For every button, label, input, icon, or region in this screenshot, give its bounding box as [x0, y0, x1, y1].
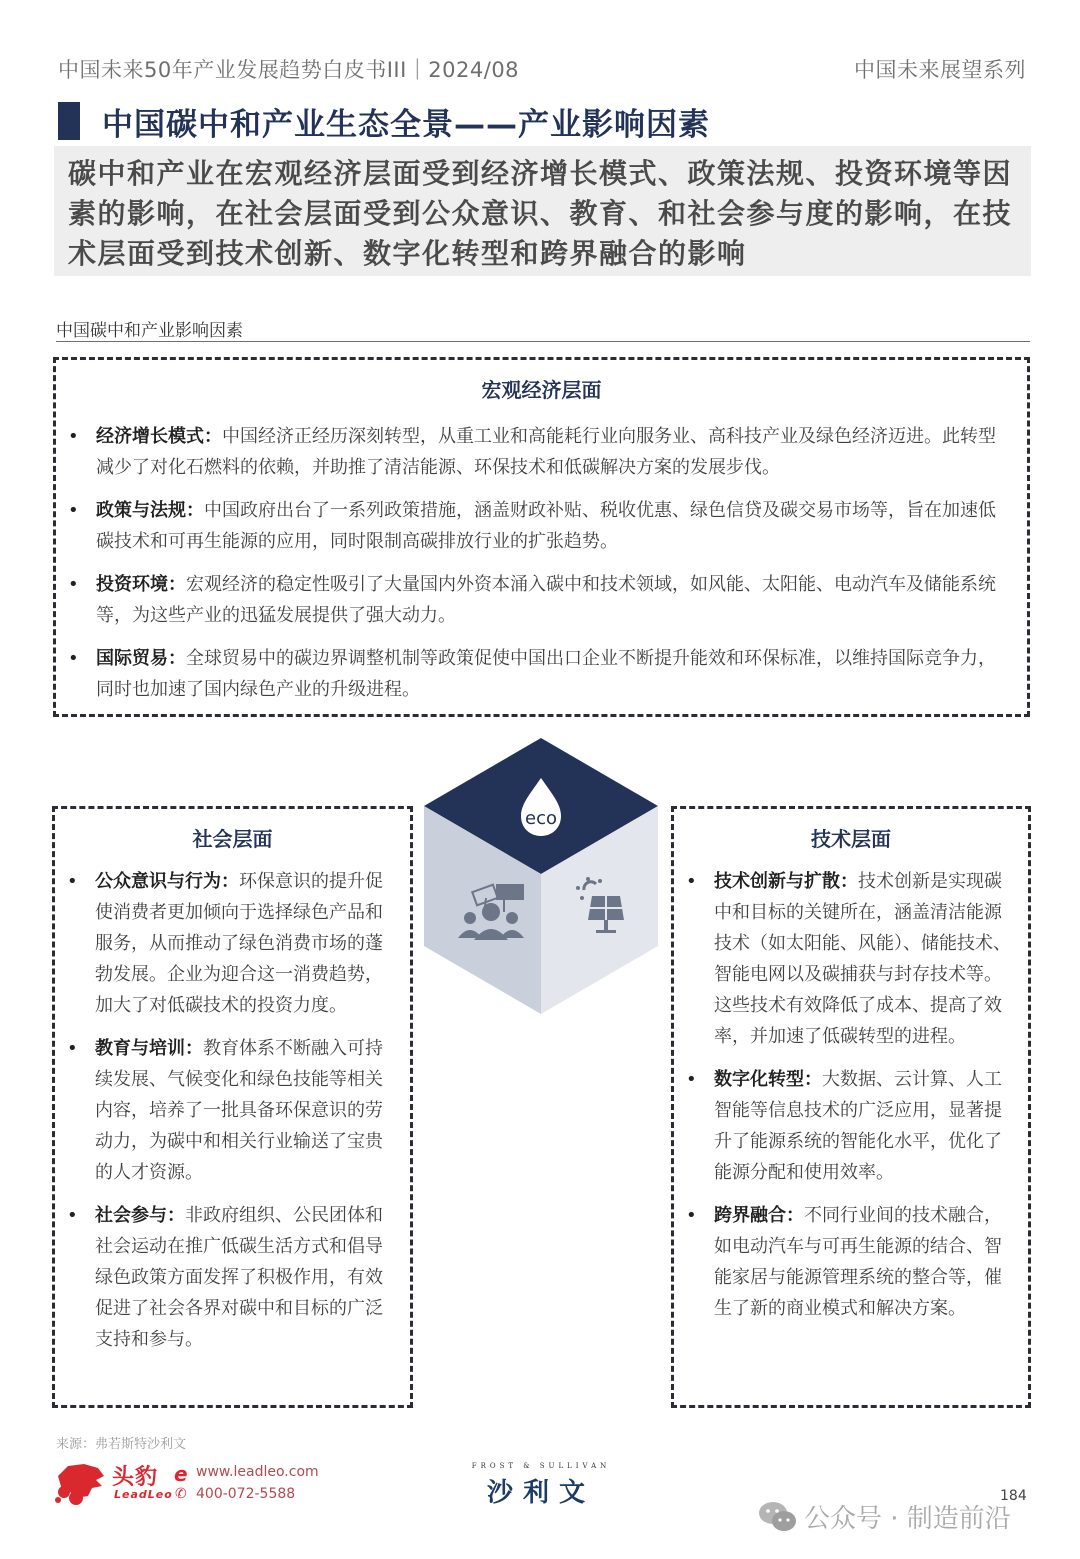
macro-economy-box [53, 357, 1030, 717]
bullet-icon: • [686, 1069, 697, 1090]
summary-box [54, 146, 1031, 276]
list-item [68, 569, 997, 631]
frost-cn-text: 沙利文 [486, 1478, 595, 1508]
summary-text: 碳中和产业在宏观经济层面受到经济增长模式、政策法规、投资环境等因素的影响，在社会层面受到公众意识、教育、和社会参与度的影响，在技术层面受到技术创新、数字化转型和跨界融合的影响 [68, 157, 1013, 270]
figure-caption-text: 中国碳中和产业影响因素 [56, 321, 243, 341]
list-item [68, 495, 997, 557]
frost-sullivan-logo [466, 1462, 616, 1508]
phone-icon: ✆ [175, 1486, 187, 1502]
leadleo-brand-en: LeadLeo [114, 1488, 173, 1501]
item-text: 环保意识的提升促使消费者更加倾向于选择绿色产品和服务，从而推动了绿色消费市场的蓬勃发展。企业为迎合这一消费趋势，加大了对低碳技术的投资力度。 [95, 871, 383, 1016]
bullet-icon: • [67, 1205, 78, 1226]
item-text: 宏观经济的稳定性吸引了大量国内外资本涌入碳中和技术领域，如风能、太阳能、电动汽车及储能系统等，为这些产业的迅猛发展提供了强大动力。 [96, 574, 996, 626]
svg-text:eco: eco [525, 808, 557, 829]
item-text: 大数据、云计算、人工智能等信息技术的广泛应用，显著提升了能源系统的智能化水平，优化了能源分配和使用效率。 [714, 1069, 1002, 1183]
technology-box [671, 806, 1031, 1408]
phone-number: 400-072-5588 [196, 1486, 296, 1502]
tech-heading: 技术层面 [811, 827, 891, 851]
figure-caption [56, 316, 1030, 342]
list-item [67, 866, 396, 1021]
list-item [68, 421, 997, 483]
page-number: 184 [1000, 1488, 1027, 1504]
item-key: 投资环境： [96, 574, 186, 595]
item-text: 教育体系不断融入可持续发展、气候变化和绿色技能等相关内容，培养了一批具备环保意识的劳动力，为碳中和相关行业输送了宝贵的人才资源。 [95, 1038, 383, 1183]
report-title: 中国未来50年产业发展趋势白皮书III｜2024/08 [58, 58, 520, 82]
macro-list [56, 421, 1027, 705]
bullet-icon: • [68, 574, 79, 595]
item-text: 中国政府出台了一系列政策措施，涵盖财政补贴、税收优惠、绿色信贷及碳交易市场等，旨在加速低碳技术和可再生能源的应用，同时限制高碳排放行业的扩张趋势。 [96, 500, 996, 552]
bullet-icon: • [68, 648, 79, 669]
tech-list [674, 866, 1028, 1324]
bullet-icon: • [686, 1205, 697, 1226]
list-item [686, 1200, 1014, 1324]
leadleo-brand-cn: 头豹 [112, 1465, 159, 1490]
leopard-logo-icon [54, 1462, 106, 1506]
item-text: 非政府组织、公民团体和社会运动在推广低碳生活方式和倡导绿色政策方面发挥了积极作用，有效促进了社会各界对碳中和目标的广泛支持和参与。 [95, 1205, 383, 1350]
item-key: 经济增长模式： [96, 426, 222, 447]
page-title-row [58, 100, 1026, 142]
series-name: 中国未来展望系列 [854, 58, 1026, 82]
item-text: 技术创新是实现碳中和目标的关键所在，涵盖清洁能源技术（如太阳能、风能）、储能技术、智能电网以及碳捕获与封存技术等。这些技术有效降低了成本、提高了效率，并加速了低碳转型的进程。 [714, 871, 1011, 1047]
item-key: 数字化转型： [714, 1069, 822, 1090]
page-title: 中国碳中和产业生态全景——产业影响因素 [102, 106, 710, 143]
item-key: 公众意识与行为： [95, 871, 239, 892]
bullet-icon: • [68, 426, 79, 447]
eco-cube-graphic [424, 738, 658, 1014]
leadleo-logo [54, 1460, 354, 1510]
title-accent-bar [58, 102, 80, 140]
bullet-icon: • [68, 500, 79, 521]
item-key: 政策与法规： [96, 500, 204, 521]
item-text: 全球贸易中的碳边界调整机制等政策促使中国出口企业不断提升能效和环保标准，以维持国际竞争力，同时也加速了国内绿色产业的升级进程。 [96, 648, 996, 700]
wechat-watermark [758, 1498, 1011, 1535]
report-header [58, 52, 1026, 86]
web-e-icon: e [174, 1462, 188, 1486]
list-item [67, 1200, 396, 1355]
frost-en-text: FROST & SULLIVAN [471, 1462, 611, 1470]
list-item [68, 643, 997, 705]
social-box [52, 806, 413, 1408]
item-key: 国际贸易： [96, 648, 186, 669]
bullet-icon: • [686, 871, 697, 892]
website-link[interactable]: www.leadleo.com [196, 1464, 319, 1480]
item-text: 不同行业间的技术融合，如电动汽车与可再生能源的结合、智能家居与能源管理系统的整合等，催生了新的商业模式和解决方案。 [714, 1205, 1002, 1319]
watermark-text: 公众号 · 制造前沿 [804, 1504, 1011, 1534]
list-item [686, 1064, 1014, 1188]
list-item [686, 866, 1014, 1052]
macro-heading: 宏观经济层面 [481, 378, 602, 402]
bullet-icon: • [67, 871, 78, 892]
source-note: 来源：弗若斯特沙利文 [56, 1437, 187, 1452]
social-heading: 社会层面 [192, 827, 273, 851]
item-key: 跨界融合： [714, 1205, 804, 1226]
item-key: 教育与培训： [95, 1038, 203, 1059]
bullet-icon: • [67, 1038, 78, 1059]
item-key: 技术创新与扩散： [714, 871, 858, 892]
list-item [67, 1033, 396, 1188]
item-text: 中国经济正经历深刻转型，从重工业和高能耗行业向服务业、高科技产业及绿色经济迈进。此转型减少了对化石燃料的依赖，并助推了清洁能源、环保技术和低碳解决方案的发展步伐。 [96, 426, 996, 478]
item-key: 社会参与： [95, 1205, 185, 1226]
social-list [55, 866, 410, 1355]
wechat-icon [758, 1500, 798, 1534]
